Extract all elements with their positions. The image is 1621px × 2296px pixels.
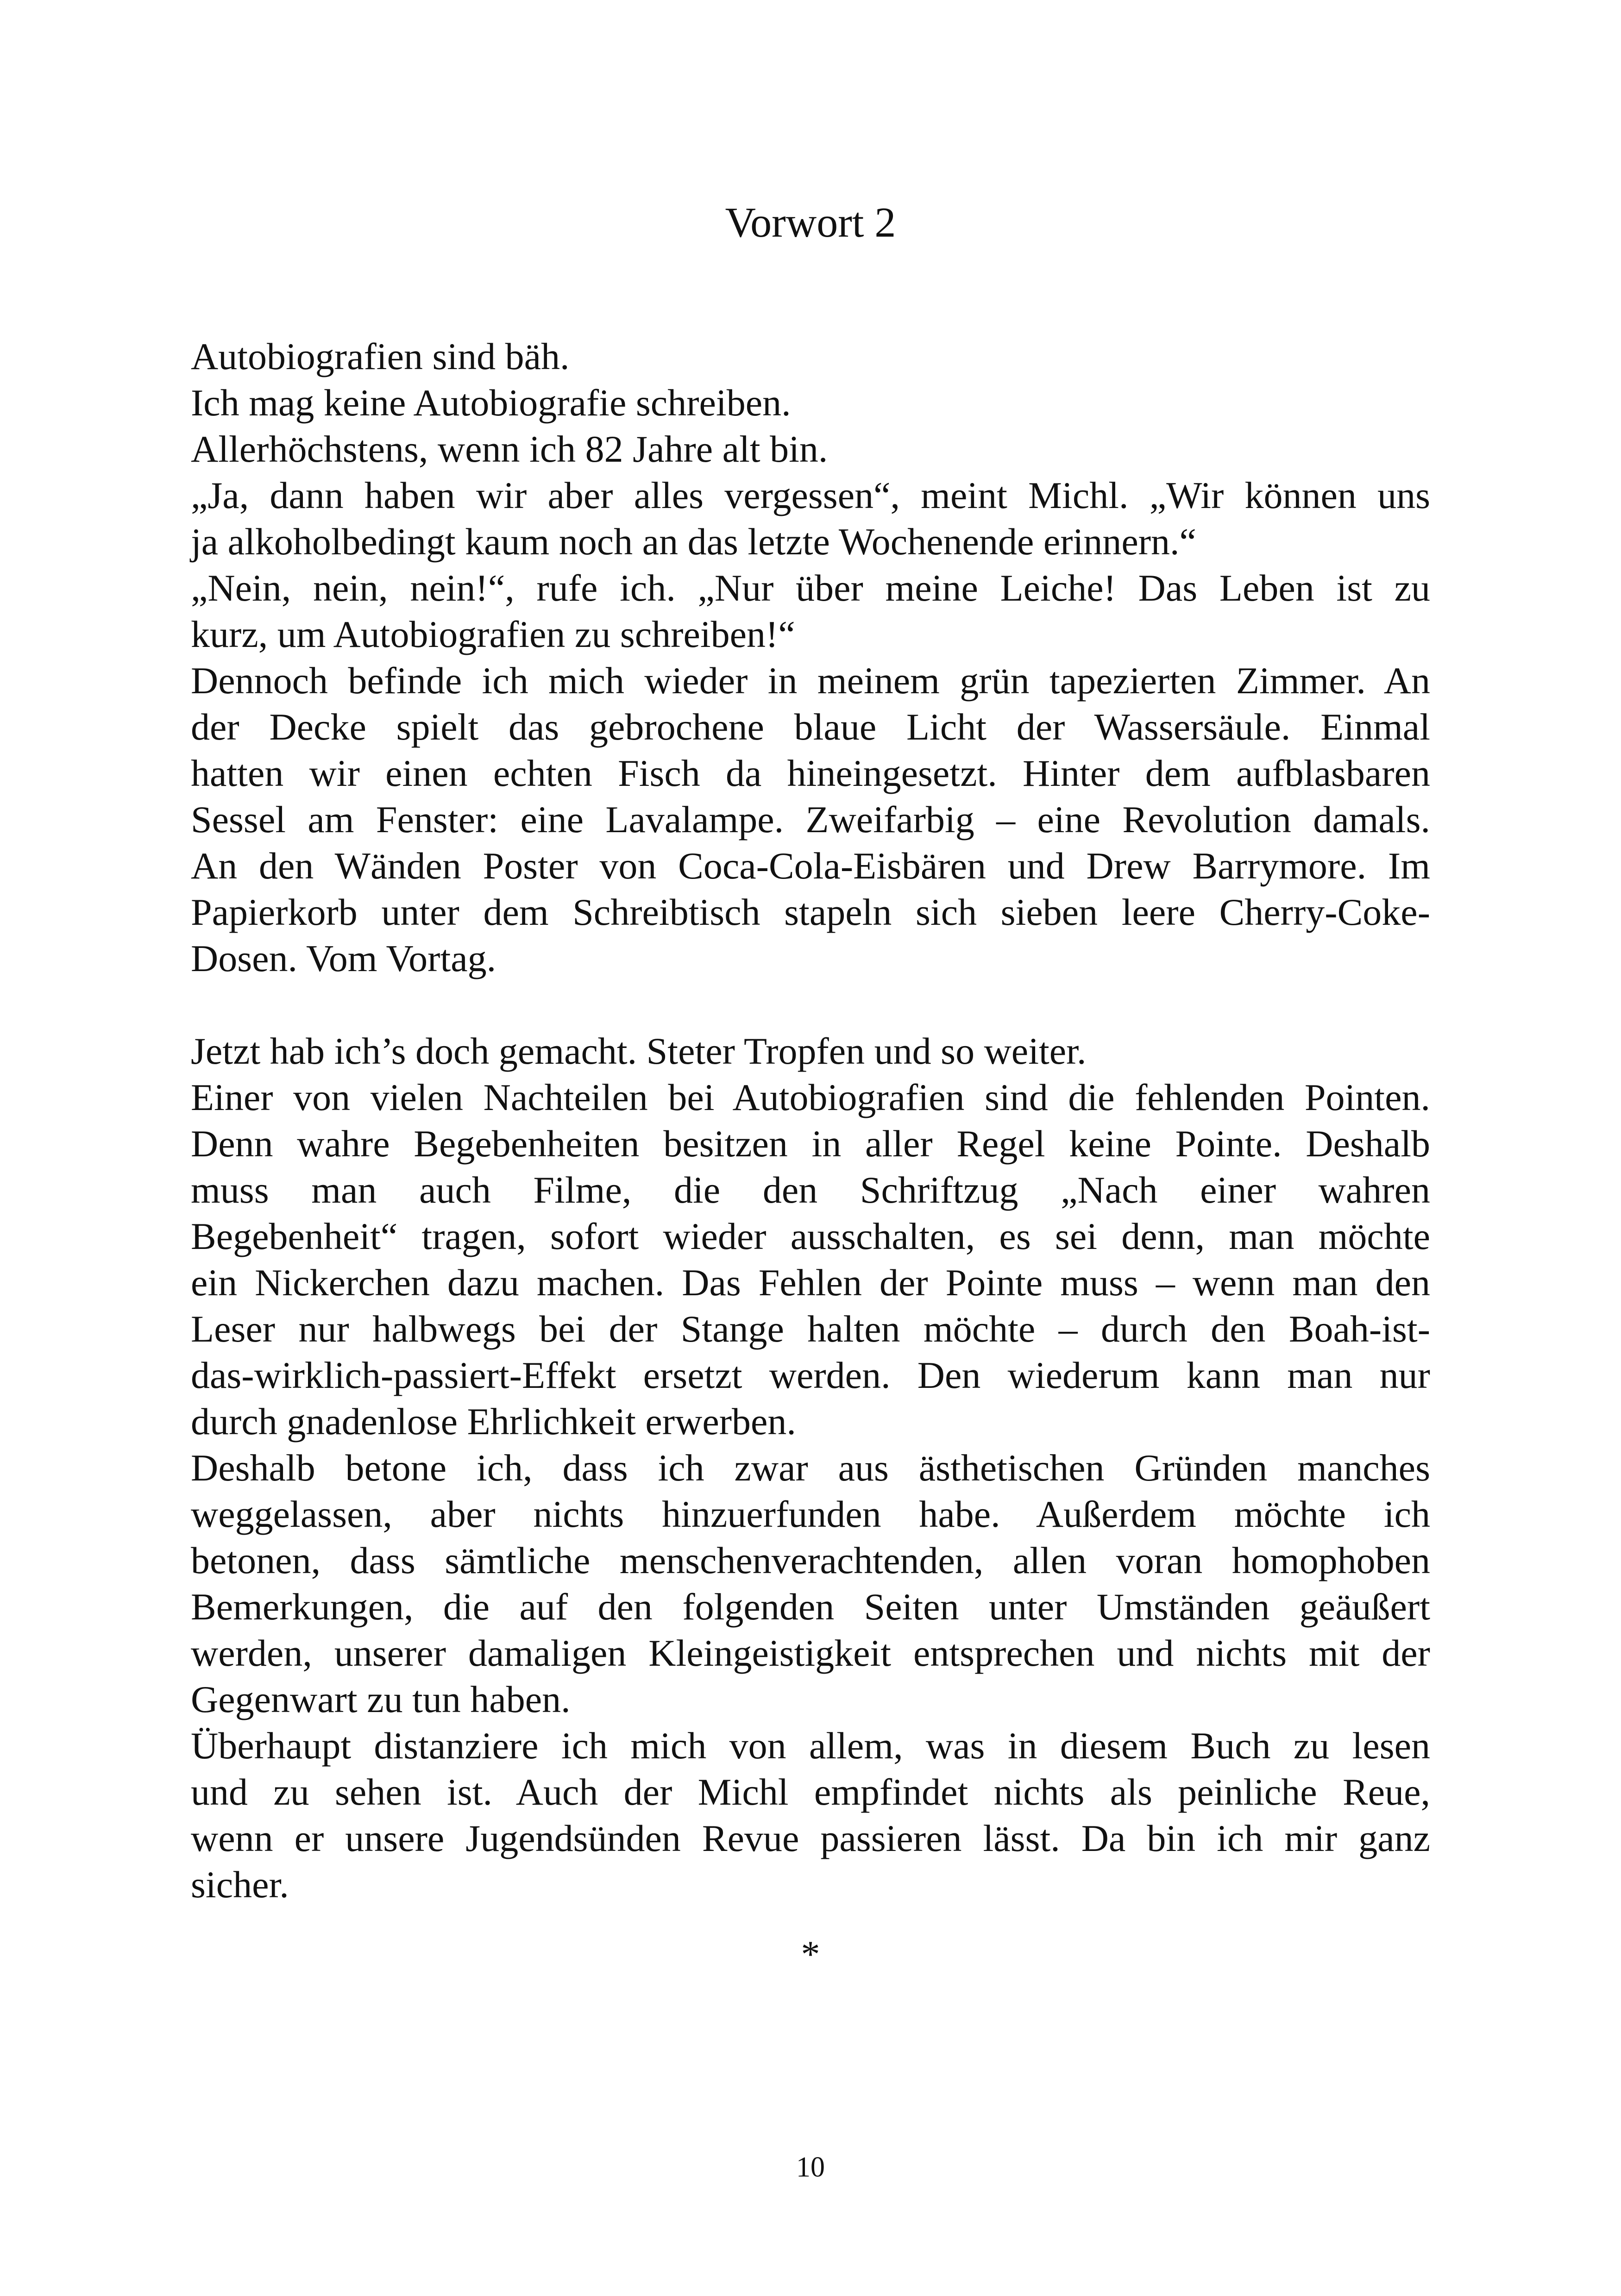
text-line: das-wirklich-passiert-Effekt ersetzt werden. Den wiederum kann man nur: [191, 1354, 1430, 1396]
text-line: und zu sehen ist. Auch der Michl empfindet nichts als peinliche Reue,: [191, 1771, 1430, 1813]
text-line: Überhaupt distanziere ich mich von allem, was in diesem Buch zu lesen: [191, 1725, 1430, 1767]
page-number: 10: [796, 2152, 825, 2183]
text-line: Denn wahre Begebenheiten besitzen in aller Regel keine Pointe. Deshalb: [191, 1123, 1430, 1165]
text-line: ein Nickerchen dazu machen. Das Fehlen der Pointe muss – wenn man den: [191, 1261, 1430, 1304]
section-separator: *: [801, 1933, 820, 1975]
text-line: Leser nur halbwegs bei der Stange halten möchte – durch den Boah-ist-: [191, 1308, 1430, 1350]
text-line: kurz, um Autobiografien zu schreiben!“: [191, 613, 795, 655]
chapter-title: Vorwort 2: [725, 199, 896, 246]
text-line: Sessel am Fenster: eine Lavalampe. Zweifarbig – eine Revolution damals.: [191, 798, 1430, 841]
text-line: Deshalb betone ich, dass ich zwar aus ästhetischen Gründen manches: [191, 1447, 1430, 1489]
text-line: Dennoch befinde ich mich wieder in meinem grün tapezierten Zimmer. An: [191, 659, 1430, 702]
text-line: weggelassen, aber nichts hinzuerfunden habe. Außerdem möchte ich: [191, 1493, 1430, 1535]
text-line: durch gnadenlose Ehrlichkeit erwerben.: [191, 1400, 796, 1443]
text-line: muss man auch Filme, die den Schriftzug „Nach einer wahren: [191, 1169, 1430, 1211]
text-line: werden, unserer damaligen Kleingeistigkeit entsprechen und nichts mit der: [191, 1632, 1430, 1674]
text-line: Begebenheit“ tragen, sofort wieder ausschalten, es sei denn, man möchte: [191, 1215, 1430, 1257]
text-line: Gegenwart zu tun haben.: [191, 1678, 571, 1720]
text-line: Autobiografien sind bäh.: [191, 335, 570, 377]
text-line: wenn er unsere Jugendsünden Revue passieren lässt. Da bin ich mir ganz: [191, 1817, 1430, 1859]
text-line: hatten wir einen echten Fisch da hineingesetzt. Hinter dem aufblasbaren: [191, 752, 1430, 794]
text-line: Dosen. Vom Vortag.: [191, 937, 496, 979]
paragraph-gap: [191, 982, 1430, 1028]
text-line: der Decke spielt das gebrochene blaue Licht der Wassersäule. Einmal: [191, 706, 1430, 748]
text-line: Einer von vielen Nachteilen bei Autobiografien sind die fehlenden Pointen.: [191, 1076, 1430, 1118]
text-line: An den Wänden Poster von Coca-Cola-Eisbären und Drew Barrymore. Im: [191, 845, 1430, 887]
text-line: Bemerkungen, die auf den folgenden Seiten unter Umständen geäußert: [191, 1586, 1430, 1628]
text-line: Allerhöchstens, wenn ich 82 Jahre alt bin.: [191, 428, 828, 470]
text-line: „Nein, nein, nein!“, rufe ich. „Nur über meine Leiche! Das Leben ist zu: [191, 567, 1430, 609]
text-line: sicher.: [191, 1863, 289, 1906]
text-line: betonen, dass sämtliche menschenverachtenden, allen voran homophoben: [191, 1539, 1430, 1581]
text-line: Papierkorb unter dem Schreibtisch stapeln sich sieben leere Cherry-Coke-: [191, 891, 1430, 933]
body-text: [191, 333, 1430, 1908]
text-line: ja alkoholbedingt kaum noch an das letzte Wochenende erinnern.“: [191, 521, 1196, 563]
text-line: Jetzt hab ich’s doch gemacht. Steter Tropfen und so weiter.: [191, 1030, 1087, 1072]
text-line: „Ja, dann haben wir aber alles vergessen“, meint Michl. „Wir können uns: [191, 474, 1430, 516]
text-line: Ich mag keine Autobiografie schreiben.: [191, 382, 791, 424]
